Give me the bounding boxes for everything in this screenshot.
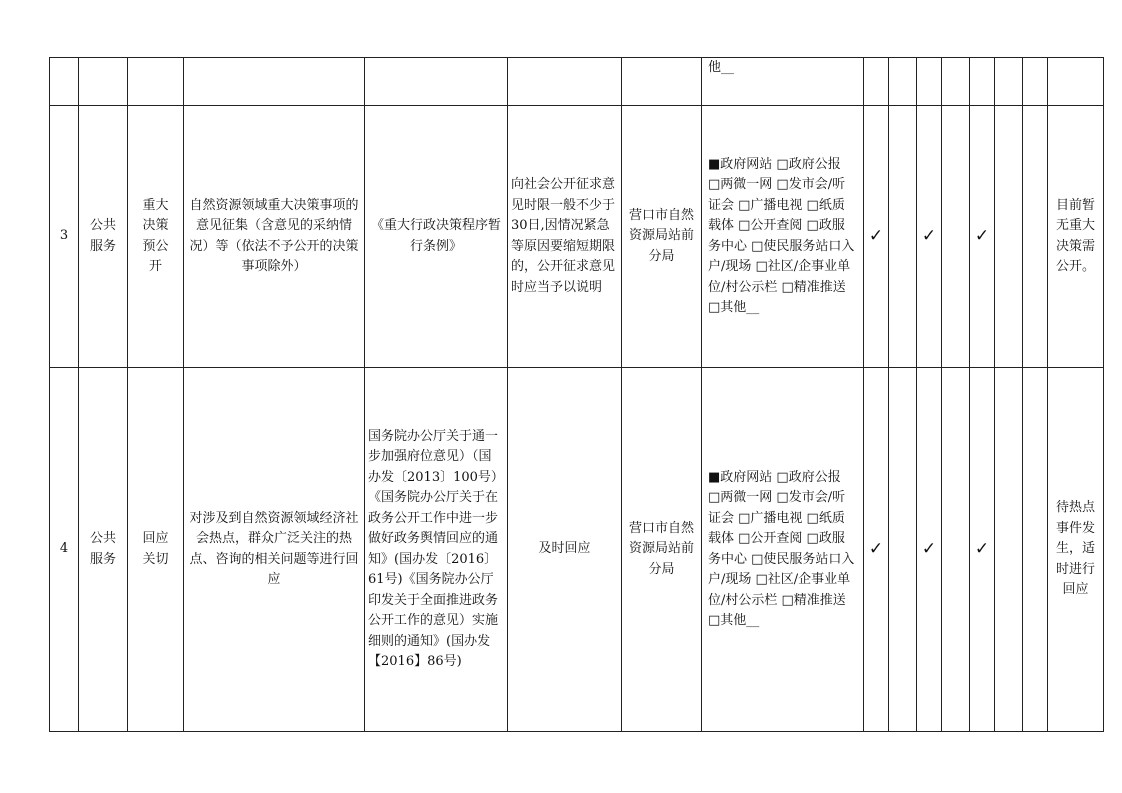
check-cell <box>995 368 1023 732</box>
check-mark: ✓ <box>970 106 995 368</box>
check-mark: ✓ <box>864 368 889 732</box>
check-cell <box>1023 106 1048 368</box>
check-cell <box>889 58 917 106</box>
channels-cell <box>702 58 864 106</box>
channels-text: 他__ <box>708 60 735 75</box>
row-number: 4 <box>50 368 79 732</box>
time-limit-cell <box>508 58 622 106</box>
table-row <box>50 106 1104 368</box>
check-cell <box>864 58 889 106</box>
time-limit-cell: 向社会公开征求意见时限一般不少于30日,因情况紧急等原因要缩短期限的，公开征求意见时应当予以说明 <box>508 106 622 368</box>
channels-cell: ■政府网站 □政府公报 □两微一网 □发市会/听证会 □广播电视 □纸质载体 □公开查阅 □政服务中心 □使民服务站口入户/现场 □社区/企事业单位/村公示栏 □精准推送 □其他__ <box>702 368 864 732</box>
item-cell: 重大 决策 预公 开 <box>128 106 184 368</box>
content-cell: 自然资源领域重大决策事项的意见征集（含意见的采纳情况）等（依法不予公开的决策事项除外） <box>184 106 365 368</box>
channels-cell: ■政府网站 □政府公报 □两微一网 □发市会/听证会 □广播电视 □纸质载体 □公开查阅 □政服务中心 □使民服务站口入户/现场 □社区/企事业单位/村公示栏 □精准推送 □其他__ <box>702 106 864 368</box>
check-mark: ✓ <box>917 106 942 368</box>
check-mark: ✓ <box>970 368 995 732</box>
check-cell <box>889 106 917 368</box>
row-number: 3 <box>50 106 79 368</box>
table-row <box>50 368 1104 732</box>
item-cell <box>128 58 184 106</box>
check-cell <box>917 58 942 106</box>
check-cell <box>1023 58 1048 106</box>
subject-cell: 营口市自然资源局站前分局 <box>622 106 702 368</box>
table-row <box>50 58 1104 106</box>
item-cell: 回应 关切 <box>128 368 184 732</box>
basis-cell: 《重大行政决策程序暂行条例》 <box>365 106 508 368</box>
row-number <box>50 58 79 106</box>
remark-cell: 目前暂无重大决策需公开。 <box>1048 106 1104 368</box>
check-cell <box>995 106 1023 368</box>
time-limit-cell: 及时回应 <box>508 368 622 732</box>
check-cell <box>942 58 970 106</box>
subject-cell: 营口市自然资源局站前分局 <box>622 368 702 732</box>
check-cell <box>970 58 995 106</box>
check-mark: ✓ <box>864 106 889 368</box>
basis-cell: 国务院办公厅关于通一步加强府位意见）（国办发〔2013〕100号）《国务院办公厅关于在政务公开工作中进一步做好政务舆情回应的通知》(国办发〔2016〕61号)《国务院办公厅印发关于全面推进政务公开工作的意见）实施细则的通知》(国办发【2016】86号) <box>365 368 508 732</box>
content-cell: 对涉及到自然资源领域经济社会热点，群众广泛关注的热点、咨询的相关问题等进行回应 <box>184 368 365 732</box>
basis-cell <box>365 58 508 106</box>
check-cell <box>995 58 1023 106</box>
check-cell <box>942 368 970 732</box>
check-cell <box>889 368 917 732</box>
content-cell <box>184 58 365 106</box>
category-cell: 公共 服务 <box>79 368 128 732</box>
remark-cell <box>1048 58 1104 106</box>
check-cell <box>1023 368 1048 732</box>
category-cell: 公共 服务 <box>79 106 128 368</box>
check-mark: ✓ <box>917 368 942 732</box>
subject-cell <box>622 58 702 106</box>
disclosure-table <box>49 57 1104 732</box>
category-cell <box>79 58 128 106</box>
check-cell <box>942 106 970 368</box>
remark-cell: 待热点事件发生，适时进行回应 <box>1048 368 1104 732</box>
